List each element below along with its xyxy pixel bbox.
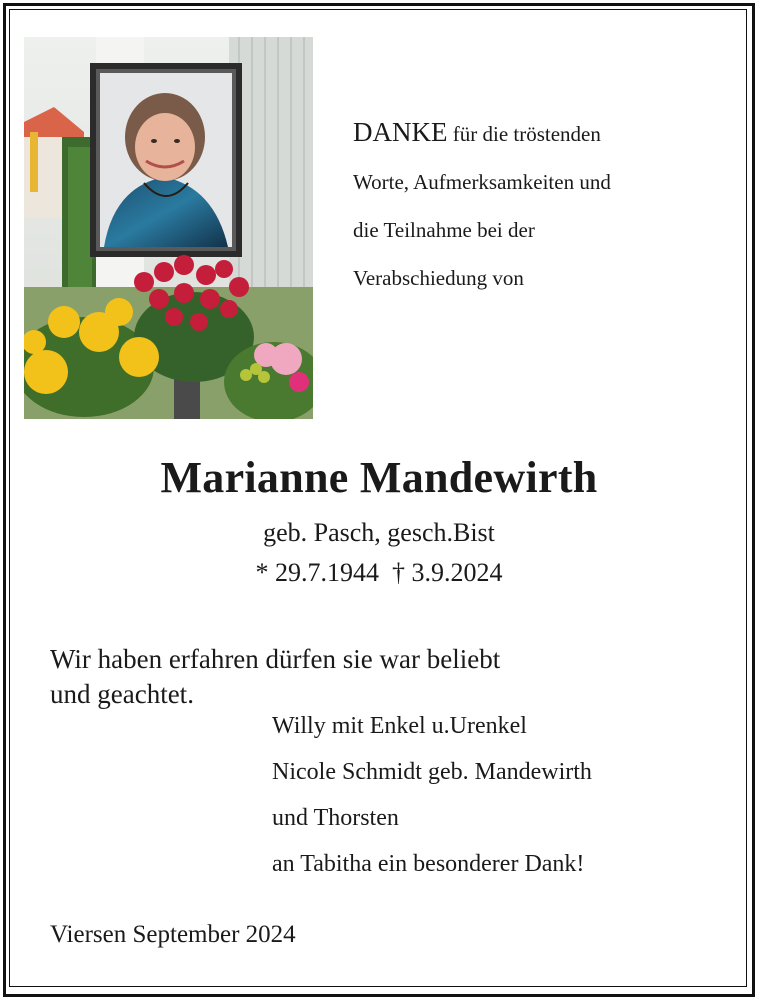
- mourner-line: Willy mit Enkel u.Urenkel: [272, 713, 527, 739]
- thanks-line-4: Verabschiedung von: [353, 266, 524, 290]
- thanks-line-2: Worte, Aufmerksamkeiten und: [353, 170, 611, 194]
- mourner-line: an Tabitha ein besonderer Dank!: [272, 851, 585, 877]
- mourners-list: [272, 703, 592, 887]
- mourner-line: und Thorsten: [272, 805, 399, 831]
- birth-name: geb. Pasch, gesch.Bist: [263, 518, 495, 547]
- place-date: Viersen September 2024: [50, 921, 296, 948]
- life-dates: * 29.7.1944 † 3.9.2024: [255, 558, 503, 587]
- quote: [50, 642, 500, 712]
- thanks-line-1: [353, 108, 723, 158]
- mourner-line: Nicole Schmidt geb. Mandewirth: [272, 759, 592, 785]
- thank-you-text: [353, 108, 723, 302]
- quote-line-1: Wir haben erfahren dürfen sie war beliebt: [50, 644, 501, 674]
- thanks-line-3: die Teilnahme bei der: [353, 218, 535, 242]
- danke-word: DANKE: [353, 117, 448, 147]
- quote-line-2: und geachtet.: [50, 679, 194, 709]
- thanks-line-1-rest: für die tröstenden: [447, 122, 601, 146]
- memorial-photo: [24, 37, 313, 419]
- deceased-name: Marianne Mandewirth: [160, 453, 598, 502]
